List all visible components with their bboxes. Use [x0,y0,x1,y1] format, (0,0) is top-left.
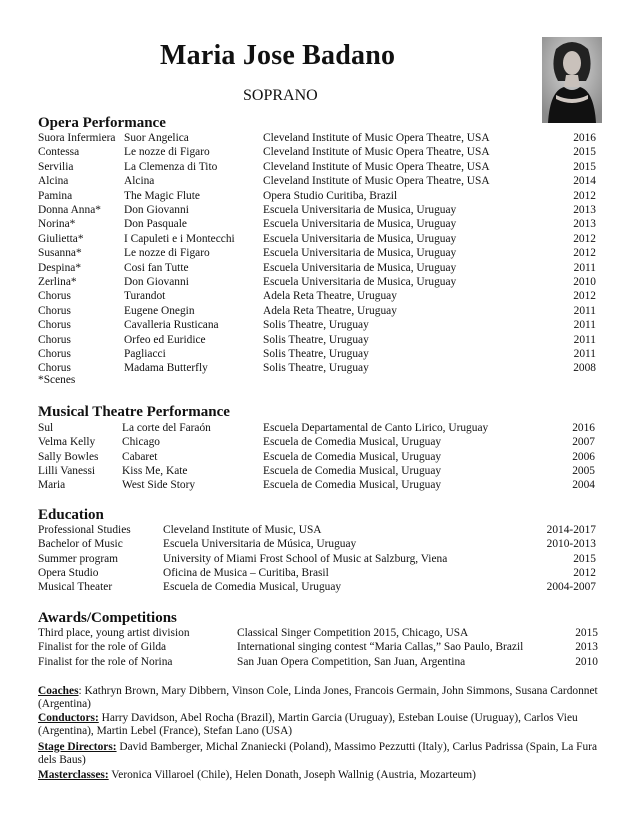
role-cell: Chorus [38,348,71,360]
year-cell: 2005 [572,464,595,477]
venue-cell: Adela Reta Theatre, Uruguay [263,290,397,303]
role-cell: Lilli Vanessi [38,464,96,477]
role-cell: Zerlina* [38,276,77,288]
year-cell: 2013 [573,218,596,231]
masterclasses-paragraph [38,769,603,782]
work-cell: Eugene Onegin [124,304,195,317]
table-row [0,581,638,595]
work-cell: La corte del Faraón [122,422,211,434]
program-cell: Summer program [38,552,119,565]
venue-cell: Escuela de Comedia Musical, Uruguay [263,479,442,492]
year-cell: 2004-2007 [546,581,596,594]
portrait-photo [542,37,602,123]
stage-directors-label: Stage Directors: [38,741,117,753]
table-row [0,262,638,276]
year-cell: 2014-2017 [546,524,596,536]
year-cell: 2010 [575,655,598,668]
work-cell: Madama Butterfly [124,362,208,375]
work-cell: Turandot [124,290,166,303]
work-cell: Cabaret [122,450,158,463]
table-row [0,190,638,204]
year-cell: 2006 [572,450,595,463]
venue-cell: Solis Theatre, Uruguay [263,333,369,346]
role-cell: Chorus [38,333,71,346]
table-row [0,132,638,146]
role-cell: Chorus [38,362,71,375]
table-row [0,641,638,655]
year-cell: 2012 [573,247,596,260]
venue-cell: Escuela Universitaria de Musica, Uruguay [263,204,457,216]
venue-cell: Escuela Universitaria de Musica, Uruguay [263,261,457,274]
role-cell: Chorus [38,304,71,317]
conductors-list: Harry Davidson, Abel Rocha (Brazil), Martin Garcia (Uruguay), Esteban Louise (Uruguay), Carlos Vieu (Argentina), Martin Lebel (France), Stefan Lano (USA) [38,712,578,737]
program-cell: Opera Studio [38,566,99,579]
table-row [0,627,638,641]
role-cell: Despina* [38,261,82,274]
year-cell: 2011 [573,319,596,332]
venue-cell: Escuela Departamental de Canto Lirico, Uruguay [263,422,489,434]
year-cell: 2013 [575,641,598,654]
year-cell: 2008 [573,362,596,375]
table-row [0,567,638,581]
coaches-label: Coaches [38,685,79,697]
year-cell: 2012 [573,232,596,245]
role-cell: Donna Anna* [38,204,101,216]
year-cell: 2007 [572,436,595,449]
year-cell: 2011 [573,304,596,317]
voice-type: SOPRANO [243,87,318,104]
table-row [0,319,638,333]
table-row [0,247,638,261]
year-cell: 2010-2013 [546,538,596,551]
role-cell: Alcina [38,175,69,188]
work-cell: Chicago [122,436,160,449]
work-cell: Cosi fan Tutte [124,261,189,274]
year-cell: 2011 [573,333,596,346]
table-row [0,305,638,319]
year-cell: 2015 [575,627,598,639]
section-title-education: Education [38,507,104,523]
award-cell: Finalist for the role of Gilda [38,641,167,654]
program-cell: Professional Studies [38,524,131,536]
year-cell: 2013 [573,204,596,216]
table-row [0,362,638,376]
venue-cell: Escuela Universitaria de Musica, Uruguay [263,276,457,288]
year-cell: 2015 [573,160,596,173]
year-cell: 2010 [573,276,596,288]
venue-cell: Escuela de Comedia Musical, Uruguay [263,450,442,463]
work-cell: West Side Story [122,479,196,492]
scenes-note: *Scenes [38,374,76,386]
table-row [0,451,638,465]
conductors-label: Conductors: [38,712,99,724]
program-cell: Musical Theater [38,581,113,594]
work-cell: I Capuleti e i Montecchi [124,232,235,245]
role-cell: Giulietta* [38,232,84,245]
venue-cell: Escuela Universitaria de Musica, Uruguay [263,232,457,245]
masterclasses-label: Masterclasses: [38,769,109,781]
section-title-musical: Musical Theatre Performance [38,404,230,420]
year-cell: 2015 [573,552,596,565]
institution-cell: Cleveland Institute of Music, USA [163,524,322,536]
page-title: Maria Jose Badano [160,40,396,71]
table-row [0,204,638,218]
table-row [0,290,638,304]
venue-cell: Solis Theatre, Uruguay [263,348,369,360]
table-row [0,175,638,189]
table-row [0,334,638,348]
work-cell: Le nozze di Figaro [124,146,210,159]
conductors-paragraph [38,712,603,738]
table-row [0,146,638,160]
table-row [0,218,638,232]
role-cell: Suora Infermiera [38,132,116,144]
work-cell: Pagliacci [124,348,166,360]
section-title-opera: Opera Performance [38,115,166,131]
work-cell: Cavalleria Rusticana [124,319,219,332]
table-row [0,422,638,436]
year-cell: 2016 [573,132,596,144]
competition-cell: Classical Singer Competition 2015, Chicago, USA [237,627,469,639]
work-cell: Le nozze di Figaro [124,247,210,260]
program-cell: Bachelor of Music [38,538,123,551]
role-cell: Sally Bowles [38,450,99,463]
section-title-awards: Awards/Competitions [38,610,177,626]
role-cell: Velma Kelly [38,436,96,449]
work-cell: Kiss Me, Kate [122,464,188,477]
venue-cell: Escuela de Comedia Musical, Uruguay [263,436,442,449]
institution-cell: University of Miami Frost School of Music at Salzburg, Viena [163,552,448,565]
table-row [0,479,638,493]
role-cell: Chorus [38,290,71,303]
institution-cell: Escuela de Comedia Musical, Uruguay [163,581,342,594]
venue-cell: Opera Studio Curitiba, Brazil [263,189,398,202]
role-cell: Maria [38,479,66,492]
year-cell: 2015 [573,146,596,159]
work-cell: Don Giovanni [124,276,189,288]
competition-cell: San Juan Opera Competition, San Juan, Argentina [237,655,466,668]
year-cell: 2016 [572,422,595,434]
venue-cell: Solis Theatre, Uruguay [263,319,369,332]
stage-directors-list: David Bamberger, Michal Znaniecki (Poland), Massimo Pezzutti (Italy), Carlus Padrissa (Spain, La Fura dels Baus) [38,741,598,766]
year-cell: 2004 [572,479,595,492]
table-row [0,161,638,175]
work-cell: Orfeo ed Euridice [124,333,206,346]
venue-cell: Escuela Universitaria de Musica, Uruguay [263,247,457,260]
institution-cell: Escuela Universitaria de Música, Uruguay [163,538,357,551]
table-row [0,538,638,552]
competition-cell: International singing contest “Maria Callas,” Sao Paulo, Brazil [237,641,524,654]
table-row [0,348,638,362]
work-cell: Suor Angelica [124,132,189,144]
venue-cell: Escuela Universitaria de Musica, Uruguay [263,218,457,231]
role-cell: Norina* [38,218,76,231]
award-cell: Third place, young artist division [38,627,190,639]
venue-cell: Adela Reta Theatre, Uruguay [263,304,397,317]
work-cell: Alcina [124,175,155,188]
role-cell: Contessa [38,146,80,159]
venue-cell: Solis Theatre, Uruguay [263,362,369,375]
venue-cell: Cleveland Institute of Music Opera Theatre, USA [263,175,490,188]
table-row [0,553,638,567]
venue-cell: Escuela de Comedia Musical, Uruguay [263,464,442,477]
venue-cell: Cleveland Institute of Music Opera Theatre, USA [263,146,490,159]
role-cell: Sul [38,422,54,434]
role-cell: Chorus [38,319,71,332]
table-row [0,656,638,670]
institution-cell: Oficina de Musica – Curitiba, Brasil [163,566,329,579]
role-cell: Servilia [38,160,74,173]
venue-cell: Cleveland Institute of Music Opera Theatre, USA [263,160,490,173]
work-cell: The Magic Flute [124,189,200,202]
year-cell: 2012 [573,189,596,202]
role-cell: Susanna* [38,247,82,260]
year-cell: 2012 [573,290,596,303]
table-row [0,276,638,290]
work-cell: Don Giovanni [124,204,189,216]
table-row [0,465,638,479]
year-cell: 2011 [573,348,596,360]
role-cell: Pamina [38,189,73,202]
year-cell: 2012 [573,566,596,579]
venue-cell: Cleveland Institute of Music Opera Theatre, USA [263,132,490,144]
work-cell: La Clemenza di Tito [124,160,218,173]
masterclasses-list: Veronica Villaroel (Chile), Helen Donath, Joseph Wallnig (Austria, Mozarteum) [108,769,476,781]
coaches-list: : Kathryn Brown, Mary Dibbern, Vinson Cole, Linda Jones, Francois Germain, John Simmons, Susana Cardonnet (Argentina) [38,685,598,710]
coaches-paragraph [38,685,603,711]
table-row [0,233,638,247]
table-row [0,436,638,450]
year-cell: 2011 [573,261,596,274]
award-cell: Finalist for the role of Norina [38,655,173,668]
stage-directors-paragraph [38,741,603,767]
table-row [0,524,638,538]
year-cell: 2014 [573,175,596,188]
work-cell: Don Pasquale [124,218,187,231]
